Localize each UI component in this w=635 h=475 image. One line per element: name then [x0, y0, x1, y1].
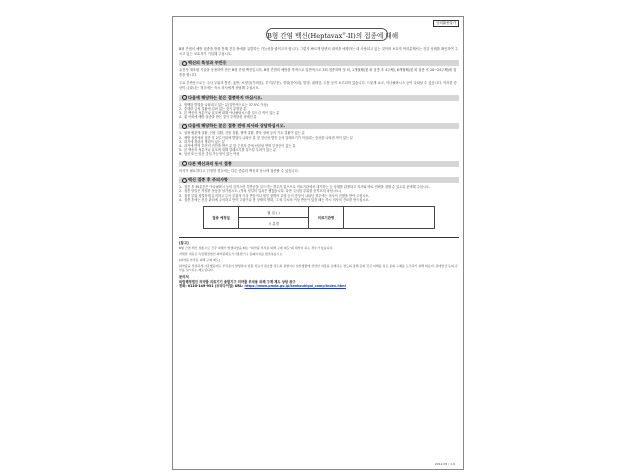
contact-label: 문의처	[179, 275, 189, 279]
list-item: 1. 접종 후 30분간은 아나필락시 등의 갑작스런 부반응을 일으키는 경우가 있으므로 의료기관에서 대기하는 등 상태를 관찰하고 의사와 바로 연락을 취할 수 있도록 준비해 주십시오.	[179, 185, 430, 190]
page-title	[266, 28, 399, 41]
list-item: 1. 명백한 발열을 나타내고 있는 분(일반적으로는 37.5℃ 이상)	[179, 102, 268, 107]
list-item: 1. 심장 혈관계 질환, 신장 질환, 간장 질환, 혈액 질환, 발육 장애 등의 기초 질환이 있는 분	[179, 131, 305, 136]
section-heading-contraindications: 다음에 해당하는 분은 접종하지 마십시오.	[179, 95, 459, 101]
section-heading-precautions: 백신 접종 후 주의사항	[179, 177, 459, 183]
circle-bullet-icon	[182, 178, 187, 183]
schedule-head-cell: 접종 예정일	[204, 207, 239, 229]
circle-bullet-icon	[182, 61, 187, 66]
consult-list	[179, 131, 459, 156]
note-line: 의약품을 적정하게 사용했음에도 부작용이 발생하여 입원 치료가 필요할 정도의 질병이나 일상생활에 상당한 지장을 초래하는 정도의 장해 등의 건강 피해를 입은 분의 구제를 도모하기 위해 의료비, 장애연금 등의 급부를 실시하는 제도입니다.	[179, 264, 458, 272]
contact-org: 독립행정법인 의약품 의료기기 종합기구 의약품 부작용 피해 구제 제도 상담 창구	[179, 280, 296, 284]
note-line: 자세한 내용은 독립행정법인 의약품의료기기종합기구 홈페이지를 참조하십시오.	[179, 252, 284, 256]
vaccination-schedule-table	[203, 206, 435, 229]
time-field[interactable]: 시 분경	[239, 218, 309, 229]
contact-url-link[interactable]: https://www.pmda.go.jp/kenkouhigai_camp/index.html	[244, 284, 346, 289]
document-body	[179, 47, 459, 289]
list-item: 3. 접종 부위 청결하게 유지하고 주사 부위의 이상 반응이나 원인 불명의 고열 등의 증상이 나타난 경우에는 의사의 진찰을 받아 주십시오.	[179, 193, 370, 198]
list-item: 5. 본 백신의 성분이나 효모에 대해 알레르기를 일으킬 우려가 있는 분	[179, 148, 277, 153]
date-field[interactable]: 월 일 ( )	[239, 207, 309, 218]
contraindication-list	[179, 103, 459, 120]
circle-bullet-icon	[182, 124, 187, 129]
section-paragraph: 의사가 필요하다고 인정한 경우에는 다른 종류의 백신과 동시에 접종할 수 있습니다.	[179, 168, 299, 173]
note-line: B형 간염 백신 접종으로 건강 피해가 발생하였을 때는 "의약품 부작용 피해 구제 제도"의 대상이 되는 경우가 있습니다.	[179, 246, 334, 250]
title-main: B형 간염 백신(Heptavax	[267, 32, 343, 41]
list-item: 4. 접종 후에는 건강 관리에 주의하고 만약 고열이나 몸 상태의 변화, 그 외 국소의 이상 반응이 있을 때는 즉시 의사의 진료를 받으십시오.	[179, 197, 370, 202]
note-line: [의약품 부작용 피해 구제 제도]	[179, 258, 220, 262]
list-item: 2. 접종 당일은 격렬한 운동을 삼가십시오. (목욕 당일의 입욕은 괜찮습니다. 다만 주사한 부위를 문지르지 마십시오.)	[179, 189, 342, 194]
stamp-label: 임의활용불가	[433, 20, 459, 27]
contact-phone-url	[179, 284, 459, 288]
section-heading-features: 백신의 특징과 부반응	[179, 60, 459, 66]
list-item: 4. 과거에 면역 부전의 진단을 받은 분 및 근친자 중에 선천성 면역 부전증이 있는 분	[179, 143, 296, 148]
circle-bullet-icon	[182, 95, 187, 100]
footer-code: 2012.05 / 1.0	[434, 462, 455, 466]
list-item: 2. 예방 접종에서 접종 후 2일 이내에 발열이 나타난 분 및 전신성 발진 등의 알레르기가 의심되는 증상을 나타낸 적이 있는 분	[179, 135, 354, 140]
list-item: 3. 본 백신의 성분이나 효모에 대해 아나필락시스를 일으킨 적이 있는 분	[179, 110, 280, 115]
document-sheet	[172, 16, 464, 470]
list-item: 2. 중대한 급성 질환에 걸려 있는 것이 분명한 분	[179, 106, 247, 111]
institution-field[interactable]	[344, 207, 435, 229]
list-item: 3. 과거에 경련의 병력이 있는 분	[179, 139, 226, 144]
list-item: 4. 위 이외에 예방 접종을 받는 것이 부적당한 상태인 분	[179, 115, 257, 120]
title-registered-mark: ®	[342, 32, 346, 36]
notes-title: [참고]	[179, 241, 189, 245]
institution-label: 의료기관명	[309, 207, 344, 229]
list-item: 6. 임신 또는 임신 중일 가능성이 있는 여성	[179, 152, 240, 157]
section-heading-consult: 다음에 해당하는 분은 접종 전에 의사와 상담하십시오.	[179, 123, 459, 129]
circle-bullet-icon	[182, 161, 187, 166]
title-end: -II)의 접종에 대해	[345, 32, 399, 41]
section-paragraph: 주요 부반응으로는 주사 부위의 통증, 홍반, 소양감(가려움), 부기(부종), 경결(응어리), 발열, 권태감, 두통 등이 보고되어 있습니다. 드물게 쇼크, 아나필락시스 등이 나타날 수 있습니다. 이러한 증상이 나타나는 경우에는 즉시 의사에게 상담해 주십시오.	[179, 81, 457, 90]
contact-phone: 전화: 0120-149-931 (프리다이얼) URL:	[179, 284, 244, 289]
intro-paragraph: B형 간염의 예방 접종을 받을 통해 건강 장애를 유발하는 가능성을 줄이고자 합니다. 그렇지 빠르게 답변의 내역을 예방하는 데 사용되고 있는 것이며 보호자 여러분께서는 건강 상태를 확인하여 주시고 있는 보호자가 기입해 주십시오.	[179, 47, 458, 56]
precaution-list	[179, 185, 459, 202]
divider	[179, 237, 459, 238]
section-paragraph: 유전자 재조합 기술을 응용하여 만든 B형 간염 백신입니다. B형 간염의 예방을 목적으로 일반적으로 3회 접종하며 첫 회, 1개월째(첫 회 접종 후 4주째), 6개월째(첫 회 접종 후 20~24주째)에 접종을 합니다.	[179, 68, 457, 77]
section-heading-simultaneous: 다른 백신과의 동시 접종	[179, 161, 459, 167]
